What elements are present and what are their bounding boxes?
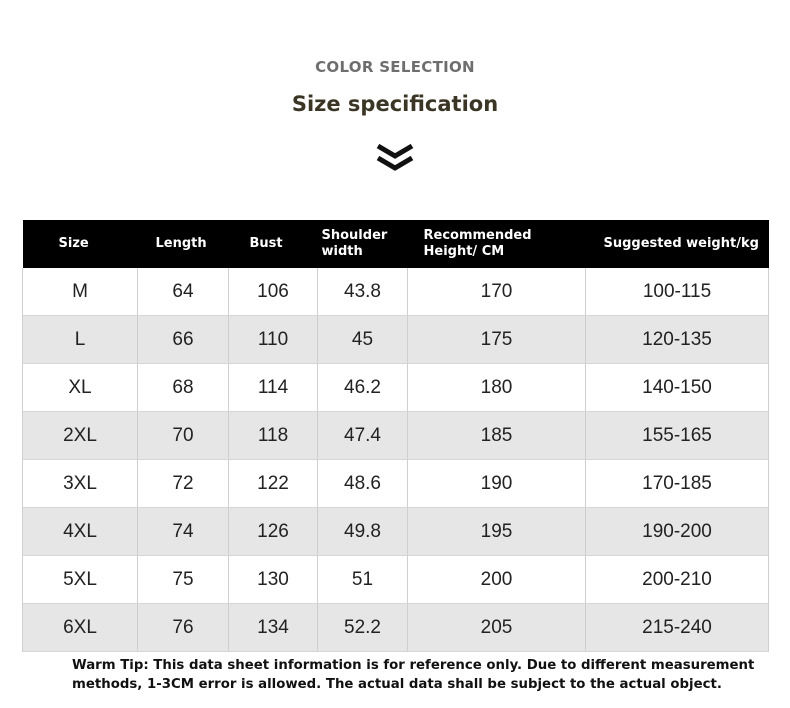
table-row — [23, 364, 769, 412]
cell-shoulder-width: 46.2 — [318, 364, 408, 412]
cell-suggested-weight: 140-150 — [586, 364, 769, 412]
cell-recommended-height: 185 — [408, 412, 586, 460]
cell-size: 2XL — [23, 412, 138, 460]
cell-suggested-weight: 155-165 — [586, 412, 769, 460]
section-subtitle: COLOR SELECTION — [315, 58, 475, 76]
page-title: Size specification — [291, 92, 499, 116]
cell-size: 3XL — [23, 460, 138, 508]
cell-bust: 110 — [229, 316, 318, 364]
cell-bust: 130 — [229, 556, 318, 604]
cell-shoulder-width: 45 — [318, 316, 408, 364]
cell-length: 74 — [138, 508, 229, 556]
column-header-suggested-weight: Suggested weight/kg — [586, 220, 769, 268]
cell-suggested-weight: 170-185 — [586, 460, 769, 508]
cell-shoulder-width: 52.2 — [318, 604, 408, 652]
cell-recommended-height: 200 — [408, 556, 586, 604]
cell-recommended-height: 175 — [408, 316, 586, 364]
cell-suggested-weight: 100-115 — [586, 268, 769, 316]
cell-length: 75 — [138, 556, 229, 604]
cell-length: 66 — [138, 316, 229, 364]
cell-recommended-height: 190 — [408, 460, 586, 508]
table-row — [23, 412, 769, 460]
table-row — [23, 508, 769, 556]
cell-size: 6XL — [23, 604, 138, 652]
cell-bust: 122 — [229, 460, 318, 508]
cell-size: M — [23, 268, 138, 316]
cell-shoulder-width: 51 — [318, 556, 408, 604]
cell-length: 76 — [138, 604, 229, 652]
cell-length: 72 — [138, 460, 229, 508]
table-row — [23, 604, 769, 652]
cell-bust: 134 — [229, 604, 318, 652]
table-row — [23, 556, 769, 604]
column-header-shoulder-width: Shoulder width — [318, 220, 408, 268]
table-row — [23, 316, 769, 364]
cell-recommended-height: 205 — [408, 604, 586, 652]
cell-length: 68 — [138, 364, 229, 412]
column-header-length: Length — [138, 220, 229, 268]
size-chart-table — [22, 220, 769, 652]
table-row — [23, 268, 769, 316]
column-header-recommended-height: Recommended Height/ CM — [408, 220, 586, 268]
cell-bust: 118 — [229, 412, 318, 460]
cell-suggested-weight: 120-135 — [586, 316, 769, 364]
cell-shoulder-width: 47.4 — [318, 412, 408, 460]
cell-shoulder-width: 49.8 — [318, 508, 408, 556]
column-header-size: Size — [23, 220, 138, 268]
cell-bust: 114 — [229, 364, 318, 412]
cell-suggested-weight: 215-240 — [586, 604, 769, 652]
column-header-bust: Bust — [229, 220, 318, 268]
cell-size: 4XL — [23, 508, 138, 556]
cell-size: XL — [23, 364, 138, 412]
cell-shoulder-width: 43.8 — [318, 268, 408, 316]
cell-bust: 106 — [229, 268, 318, 316]
cell-length: 64 — [138, 268, 229, 316]
cell-suggested-weight: 200-210 — [586, 556, 769, 604]
cell-suggested-weight: 190-200 — [586, 508, 769, 556]
table-row — [23, 460, 769, 508]
cell-bust: 126 — [229, 508, 318, 556]
cell-recommended-height: 170 — [408, 268, 586, 316]
cell-size: 5XL — [23, 556, 138, 604]
table-header-row — [23, 220, 769, 268]
warm-tip-note: Warm Tip: This data sheet information is for reference only. Due to different measurement methods, 1-3CM error is allowed. The actual data shall be subject to the actual object. — [72, 658, 755, 692]
cell-size: L — [23, 316, 138, 364]
cell-length: 70 — [138, 412, 229, 460]
double-chevron-down-icon — [375, 142, 415, 174]
cell-shoulder-width: 48.6 — [318, 460, 408, 508]
cell-recommended-height: 195 — [408, 508, 586, 556]
cell-recommended-height: 180 — [408, 364, 586, 412]
